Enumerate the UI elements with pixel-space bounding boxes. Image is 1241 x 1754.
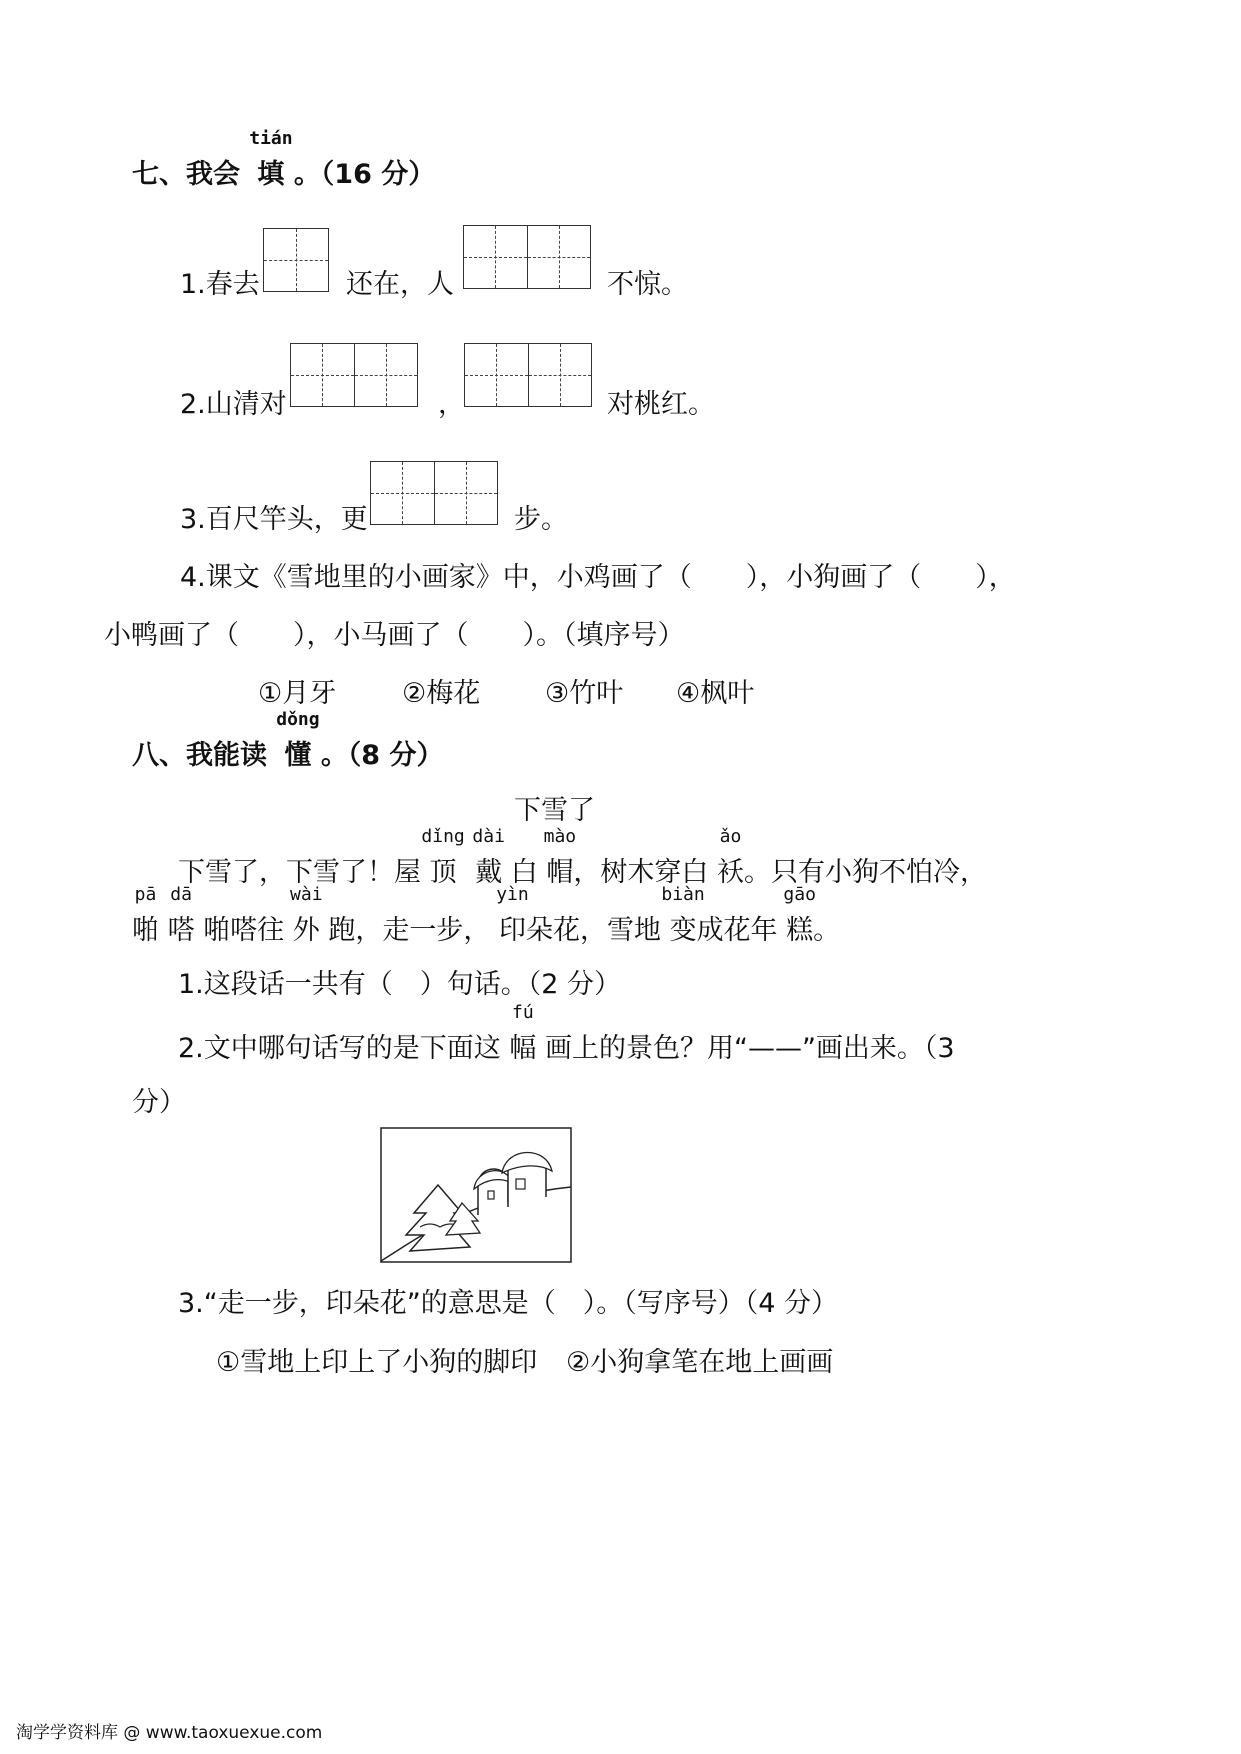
answer-box[interactable] <box>263 228 329 292</box>
q4-option: ①月牙 <box>258 678 337 709</box>
passage-line-1: 下雪了，下雪了！屋 dǐng 顶 dài 戴 白 mào 帽，树木穿白 ǎo 袄。只有小狗不怕冷， <box>178 826 987 888</box>
passage-title: 下雪了 <box>514 795 595 826</box>
reading-q3-option: ①雪地上印上了小狗的脚印 <box>216 1347 538 1378</box>
q4-line1: 4.课文《雪地里的小画家》中，小鸡画了（ ），小狗画了（ ）， <box>180 562 1016 593</box>
pinyin-char: gāo 糕 <box>783 884 816 946</box>
q2-text-c: 对桃红。 <box>607 389 715 420</box>
answer-box[interactable] <box>463 225 591 289</box>
reading-q3-option: ②小狗拿笔在地上画画 <box>566 1347 834 1378</box>
snow-scene-image <box>380 1127 572 1263</box>
answer-box[interactable] <box>370 461 498 525</box>
reading-q2-cont: 分） <box>132 1087 186 1118</box>
reading-q3: 3.“走一步，印朵花”的意思是（ ）。（写序号）（4 分） <box>178 1288 838 1319</box>
pinyin-char: mào 帽 <box>543 826 577 888</box>
pinyin-char: wài 外 <box>290 884 323 946</box>
footer-watermark: 淘学学资料库 @ www.taoxuexue.com <box>16 1723 323 1743</box>
q1-text-c: 不惊。 <box>607 269 688 300</box>
answer-box[interactable] <box>290 343 418 407</box>
q4-option: ②梅花 <box>402 678 481 709</box>
pinyin-char: dǒng 懂 <box>276 709 320 771</box>
q4-line2: 小鸭画了（ ），小马画了（ ）。（填序号） <box>104 620 685 651</box>
q2-text-a: 2.山清对 <box>180 389 287 420</box>
reading-q2: 2.文中哪句话写的是下面这 fú 幅 画上的景色？用“——”画出来。（3 <box>178 1002 955 1064</box>
q4-option: ④枫叶 <box>676 678 755 709</box>
q3-text-a: 3.百尺竿头，更 <box>180 504 368 535</box>
pinyin-char: pā 啪 <box>132 884 159 946</box>
pinyin-char: yìn 印 <box>496 884 529 946</box>
section-7-title: 七、我会 tián 填 。（16 分） <box>132 128 436 190</box>
pinyin-char: dài 戴 <box>472 826 505 888</box>
passage-line-2: pā 啪 dā 嗒 啪嗒往 wài 外 跑，走一步， yìn 印朵花，雪地 biàn 变成花年 gāo 糕。 <box>132 884 841 946</box>
reading-q1: 1.这段话一共有（ ）句话。（2 分） <box>178 969 622 1000</box>
section-8-title: 八、我能读 dǒng 懂 。（8 分） <box>132 709 444 771</box>
q2-text-b: ， <box>438 389 465 420</box>
q1-text-a: 1.春去 <box>180 269 260 300</box>
q1-text-b: 还在，人 <box>346 269 454 300</box>
q3-text-b: 步。 <box>514 504 568 535</box>
pinyin-char: biàn 变 <box>661 884 705 946</box>
pinyin-char: ǎo 袄 <box>716 826 744 888</box>
pinyin-char: dǐng 顶 <box>421 826 465 888</box>
pinyin-char: dā 嗒 <box>167 884 195 946</box>
answer-box[interactable] <box>464 343 592 407</box>
pinyin-char: tián 填 <box>249 128 293 190</box>
pinyin-char: fú 幅 <box>509 1002 537 1064</box>
q4-option: ③竹叶 <box>545 678 624 709</box>
